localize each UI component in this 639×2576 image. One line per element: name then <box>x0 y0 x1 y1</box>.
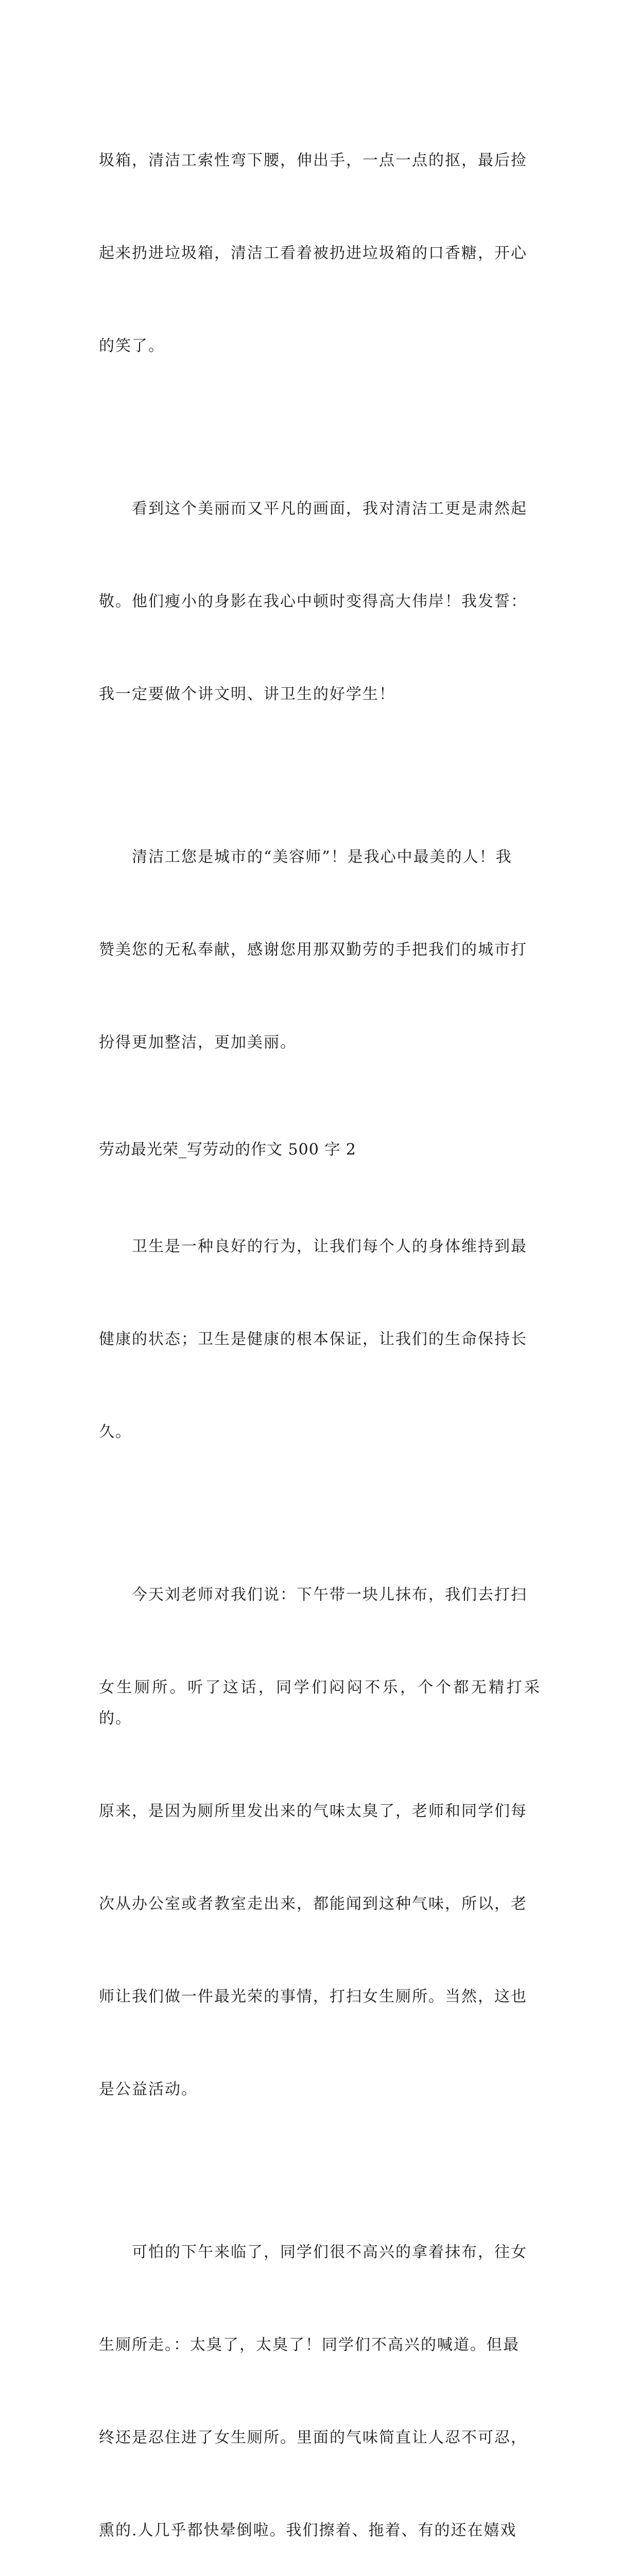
text-line: 的笑了。 <box>99 337 165 355</box>
paragraph <box>99 432 541 772</box>
text-line: 原来，是因为厕所里发出来的气味太臭了，老师和同学们每 <box>99 1802 527 1820</box>
text-line: 熏的.人几乎都快晕倒啦。我们擦着、拖着、有的还在嬉戏 <box>99 2521 517 2539</box>
text-line: 是公益活动。 <box>99 2080 198 2098</box>
text-line: 圾箱，清洁工索性弯下腰，伸出手，一点一点的抠，最后捡 <box>99 151 527 170</box>
section-title: 劳动最光荣_写劳动的作文 500 字 2 <box>99 1141 356 1159</box>
text-line: 久。 <box>99 1423 132 1441</box>
text-line: 敬。他们瘦小的身影在我心中顿时变得高大伟岸！我发誓： <box>99 592 527 611</box>
paragraph <box>99 1518 541 2167</box>
paragraph <box>99 1170 541 1510</box>
text-line: 清洁工您是城市的“美容师”！是我心中最美的人！我 <box>132 848 512 866</box>
text-line: 我一定要做个讲文明、讲卫生的好学生！ <box>99 685 395 703</box>
text-line: 看到这个美丽而又平凡的画面，我对清洁工更是肃然起 <box>132 500 527 518</box>
text-line: 女生厕所。听了这话，同学们闷闷不乐，个个都无精打采的。 <box>99 1679 541 1727</box>
text-line: 起来扔进垃圾箱，清洁工看着被扔进垃圾箱的口香糖，开心 <box>99 244 527 262</box>
text-line: 卫生是一种良好的行为，让我们每个人的身体维持到最 <box>132 1238 527 1256</box>
text-line: 次从办公室或者教室走出来，都能闻到这种气味，所以，老 <box>99 1895 527 1913</box>
paragraph-continued <box>99 83 541 423</box>
text-line: 扮得更加整洁，更加美丽。 <box>99 1033 297 1052</box>
text-line: 师让我们做一件最光荣的事情，打扫女生厕所。当然，这也 <box>99 1988 527 2006</box>
text-line: 赞美您的无私奉献，感谢您用那双勤劳的手把我们的城市打 <box>99 941 527 959</box>
paragraph <box>99 780 541 1120</box>
paragraph <box>99 2175 541 2576</box>
text-line: 今天刘老师对我们说：下午带一块儿抹布，我们去打扫 <box>132 1586 527 1604</box>
text-line: 生厕所走。：太臭了，太臭了！同学们不高兴的喊道。但最 <box>99 2336 520 2354</box>
text-line: 健康的状态；卫生是健康的根本保证，让我们的生命保持长 <box>99 1330 527 1348</box>
text-line: 终还是忍住进了女生厕所。里面的气味简直让人忍不可忍， <box>99 2429 527 2447</box>
document-body <box>99 83 541 2576</box>
text-line: 可怕的下午来临了，同学们很不高兴的拿着抹布，往女 <box>132 2243 527 2261</box>
